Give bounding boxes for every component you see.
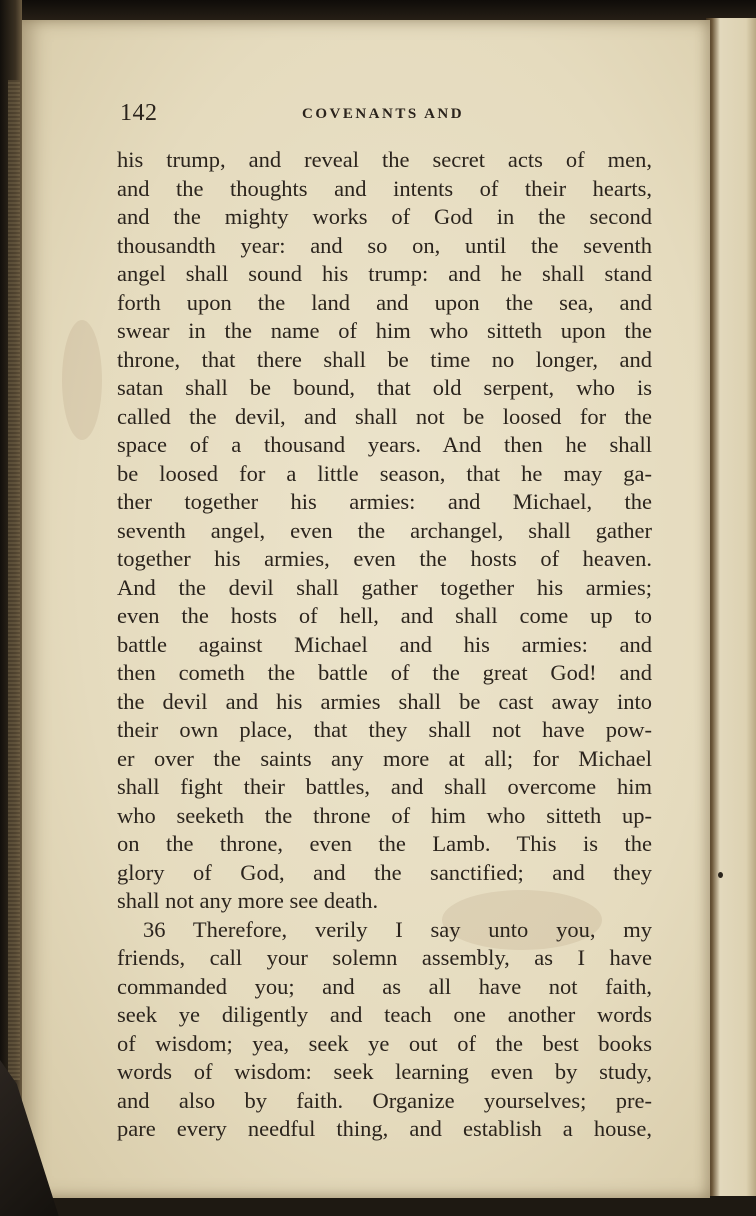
running-head: COVENANTS AND <box>302 106 465 122</box>
text-line: be loosed for a little season, that he may ga- <box>117 460 652 486</box>
text-line: and the mighty works of God in the second <box>117 204 652 229</box>
text-line: pare every needful thing, and establish a house, <box>117 1116 652 1141</box>
text-line: space of a thousand years. And then he shall <box>117 432 652 457</box>
text-line: satan shall be bound, that old serpent, who is <box>117 375 652 400</box>
text-line: shall not any more see death. <box>117 888 379 913</box>
text-line: glory of God, and the sanctified; and they <box>117 859 652 885</box>
text-line: called the devil, and shall not be loosed for the <box>117 403 652 429</box>
text-line: friends, call your solemn assembly, as I have <box>117 945 652 970</box>
text-line: on the throne, even the Lamb. This is the <box>117 831 652 856</box>
text-line: seek ye diligently and teach one another words <box>117 1002 652 1027</box>
text-line: battle against Michael and his armies: and <box>117 631 652 657</box>
page-number: 142 <box>120 100 158 126</box>
page-header <box>120 100 660 130</box>
text-line: ther together his armies: and Michael, the <box>117 489 652 514</box>
page-body-text <box>117 146 652 1144</box>
text-line: shall fight their battles, and shall overcome him <box>117 774 652 799</box>
text-line: his trump, and reveal the secret acts of men, <box>117 147 652 172</box>
text-line: the devil and his armies shall be cast away into <box>117 688 652 714</box>
text-line: angel shall sound his trump: and he shall stand <box>117 261 652 286</box>
text-line: words of wisdom: seek learning even by study, <box>117 1059 652 1084</box>
text-line: And the devil shall gather together his armies; <box>117 574 652 600</box>
text-line: seventh angel, even the archangel, shall gather <box>117 517 652 543</box>
paper-stain <box>62 320 102 440</box>
text-line: commanded you; and as all have not faith, <box>117 973 652 999</box>
page-stack-edge <box>8 80 20 1080</box>
text-line: and also by faith. Organize yourselves; pre- <box>117 1087 652 1113</box>
right-page-edge <box>706 18 756 1198</box>
text-line: swear in the name of him who sitteth upon the <box>117 318 652 343</box>
text-line: thousandth year: and so on, until the seventh <box>117 232 652 258</box>
margin-ink-mark <box>718 872 723 878</box>
text-line: their own place, that they shall not have pow- <box>117 717 652 742</box>
paragraph-start-line: 36 Therefore, verily I say unto you, my <box>143 916 652 942</box>
text-line: together his armies, even the hosts of heaven. <box>117 546 652 571</box>
text-line: even the hosts of hell, and shall come up to <box>117 603 652 628</box>
text-line: forth upon the land and upon the sea, and <box>117 289 652 315</box>
book-cover-bottom <box>0 1196 756 1216</box>
text-line: who seeketh the throne of him who sitteth up- <box>117 802 652 828</box>
text-line: then cometh the battle of the great God! and <box>117 660 652 685</box>
text-line: er over the saints any more at all; for Michael <box>117 745 652 771</box>
text-line: of wisdom; yea, seek ye out of the best books <box>117 1030 652 1056</box>
text-line: throne, that there shall be time no longer, and <box>117 346 652 372</box>
text-line: and the thoughts and intents of their hearts, <box>117 175 652 201</box>
